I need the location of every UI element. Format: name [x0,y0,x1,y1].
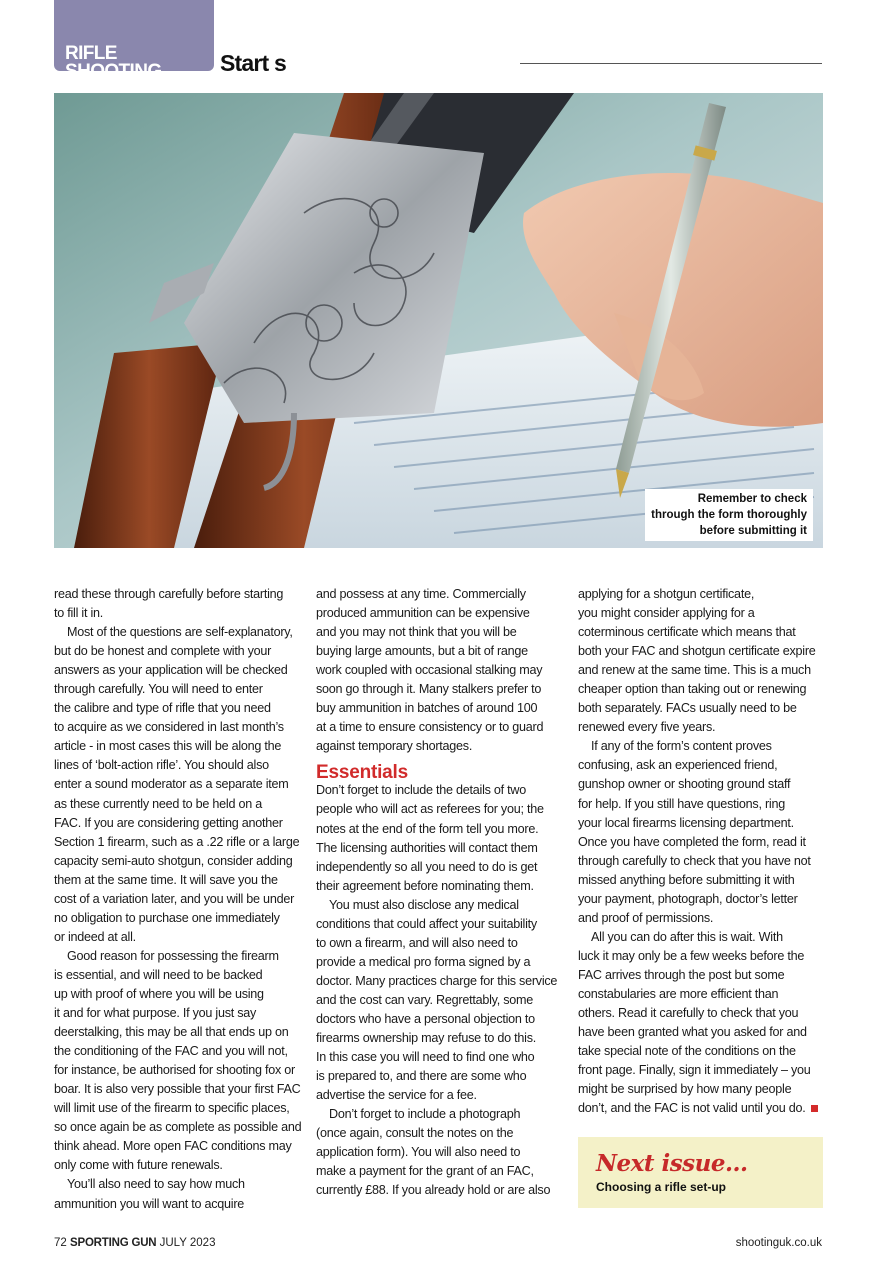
text-line: renewed every five years. [578,720,716,735]
text-line: others. Read it carefully to check that you [578,1006,799,1021]
text-line: people who will act as referees for you; the [316,802,544,817]
text-line: article - in most cases this will be along the [54,739,282,754]
text-line: through carefully. You will need to enter [54,682,263,697]
text-line: produced ammunition can be expensive [316,606,530,621]
text-line: your payment, photograph, doctor’s letter [578,891,798,906]
text-line: for instance, be authorised for shooting fox or [54,1063,295,1078]
text-line: buying large amounts, but a bit of range [316,644,528,659]
magazine-name: SPORTING GUN [70,1237,157,1249]
text-line: FAC. If you are considering getting another [54,815,283,830]
text-line: independently so all you need to do is get [316,859,538,874]
header-rule [520,63,822,64]
text-line: cost of a variation later, and you will be under [54,891,295,906]
text-line: at a time to ensure consistency or to guard [316,720,544,735]
hero-image [54,93,823,548]
text-line: read these through carefully before starting [54,587,284,601]
page-number: 72 [54,1237,67,1249]
next-issue-title: Next issue... [596,1150,748,1177]
text-line: you might consider applying for a [578,606,755,621]
text-line: and the cost can vary. Regrettably, some [316,992,534,1007]
text-line: If any of the form’s content proves [591,739,772,754]
text-line: boar. It is also very possible that your first FAC [54,1082,301,1097]
text-line: answers as your application will be checked [54,663,288,678]
text-line: and proof of permissions. [578,910,714,925]
article-column-1 [54,585,300,1214]
text-line: Good reason for possessing the firearm [67,948,279,963]
text-line: Once you have completed the form, read it [578,834,806,849]
article-column-2 [316,585,562,1200]
page-title: Start s [220,50,286,76]
text-line: and possess at any time. Commercially [316,587,526,601]
text-line: only come with future renewals. [54,1158,223,1173]
text-line: lines of ‘bolt-action rifle’. You should also [54,758,269,773]
text-line: them at the same time. It will save you the [54,872,278,887]
text-line: the conditioning of the FAC and you will not, [54,1044,288,1059]
caption-line: Remember to check [697,493,807,505]
text-line: deerstalking, this may be all that ends up on [54,1025,289,1040]
photo-caption [645,489,813,541]
text-line: Don’t forget to include a photograph [329,1107,521,1122]
footer-website: shootinguk.co.uk [735,1237,822,1249]
text-line: is prepared to, and there are some who [316,1069,527,1084]
text-line: their agreement before nominating them. [316,878,534,893]
text-line: application form). You will also need to [316,1145,521,1160]
text-line: applying for a shotgun certificate, [578,587,755,601]
text-line: is essential, and will need to be backed [54,967,263,982]
text-line: front page. Finally, sign it immediately – you [578,1063,811,1078]
text-line: Most of the questions are self-explanatory, [67,625,293,640]
text-line: firearms ownership may refuse to do this. [316,1031,537,1046]
column-2-bottom [316,781,562,1200]
text-line: but do be honest and complete with your [54,644,272,659]
next-issue-subtitle: Choosing a rifle set-up [596,1180,727,1194]
section-tab: RIFLE SHOOTING [54,0,214,71]
text-line: take special note of the conditions on the [578,1044,796,1059]
text-line: and renew at the same time. This is a much [578,663,811,678]
text-line: confusing, ask an experienced friend, [578,758,778,773]
column-2-top [316,585,562,756]
text-line: don’t, and the FAC is not valid until you do. [578,1099,824,1118]
text-line: make a payment for the grant of an FAC, [316,1164,534,1179]
text-line: All you can do after this is wait. With [591,929,783,944]
text-line: to own a firearm, and will also need to [316,935,518,950]
text-line: cheaper option than taking out or renewing [578,682,807,697]
text-line: or indeed at all. [54,929,136,944]
text-line: doctor. Many practices charge for this service [316,973,558,988]
text-line: Don’t forget to include the details of two [316,783,527,798]
text-line: currently £88. If you already hold or are also [316,1183,551,1198]
text-line: as these currently need to be held on a [54,796,262,811]
text-line: conditions that could affect your suitability [316,916,537,931]
text-line: for help. If you still have questions, ring [578,796,785,811]
text-line: (once again, consult the notes on the [316,1126,514,1141]
text-line: notes at the end of the form tell you more. [316,821,539,836]
text-line: to acquire as we considered in last month’s [54,720,284,735]
text-line: both separately. FACs usually need to be [578,701,797,716]
subheading-essentials: Essentials [316,762,408,784]
next-issue-box [578,1137,823,1208]
text-line: the calibre and type of rifle that you need [54,701,271,716]
text-line: luck it may only be a few weeks before the [578,948,805,963]
text-line: FAC arrives through the post but some [578,967,785,982]
caption-line: through the form thoroughly [651,509,807,521]
text-line: The licensing authorities will contact them [316,840,538,855]
caption-line: before submitting it [699,525,807,537]
text-line: up with proof of where you will be using [54,986,264,1001]
text-line: In this case you will need to find one who [316,1050,535,1065]
text-line: coterminous certificate which means that [578,625,796,640]
article-column-3 [578,585,824,1118]
text-line: Section 1 firearm, such as a .22 rifle or a large [54,834,300,849]
text-line: buy ammunition in batches of around 100 [316,701,538,716]
text-line: ammunition you will want to acquire [54,1196,245,1211]
text-line: work coupled with occasional stalking may [316,663,543,678]
text-line: both your FAC and shotgun certificate expire [578,644,816,659]
text-line: doctors who have a personal objection to [316,1011,535,1026]
text-line: think ahead. More open FAC conditions may [54,1139,292,1154]
text-line: soon go through it. Many stalkers prefer to [316,682,542,697]
footer-folio [54,1237,215,1249]
hero-illustration [54,93,823,548]
text-line: enter a sound moderator as a separate item [54,777,289,792]
text-line: provide a medical pro forma signed by a [316,954,531,969]
text-line: will limit use of the firearm to specific places, [54,1101,290,1116]
text-line: against temporary shortages. [316,739,473,754]
text-line: and you may not think that you will be [316,625,517,640]
text-line: capacity semi-auto shotgun, consider adding [54,853,293,868]
text-line: no obligation to purchase one immediately [54,910,280,925]
text-line: gunshop owner or shooting ground staff [578,777,791,792]
text-line: constabularies are more efficient than [578,986,779,1001]
text-line: You’ll also need to say how much [67,1177,245,1192]
text-line: so once again be as complete as possible and [54,1120,302,1135]
text-line: You must also disclose any medical [329,897,519,912]
text-line: through carefully to check that you have not [578,853,811,868]
text-line: have been granted what you asked for and [578,1025,807,1040]
text-line: missed anything before submitting it with [578,872,795,887]
text-line: might be surprised by how many people [578,1082,792,1097]
text-line: your local firearms licensing department. [578,815,794,830]
text-line: it and for what purpose. If you just say [54,1006,257,1021]
text-line: to fill it in. [54,606,103,621]
end-mark-icon [811,1105,818,1112]
issue-date: JULY 2023 [159,1237,216,1249]
text-line: advertise the service for a fee. [316,1088,477,1103]
